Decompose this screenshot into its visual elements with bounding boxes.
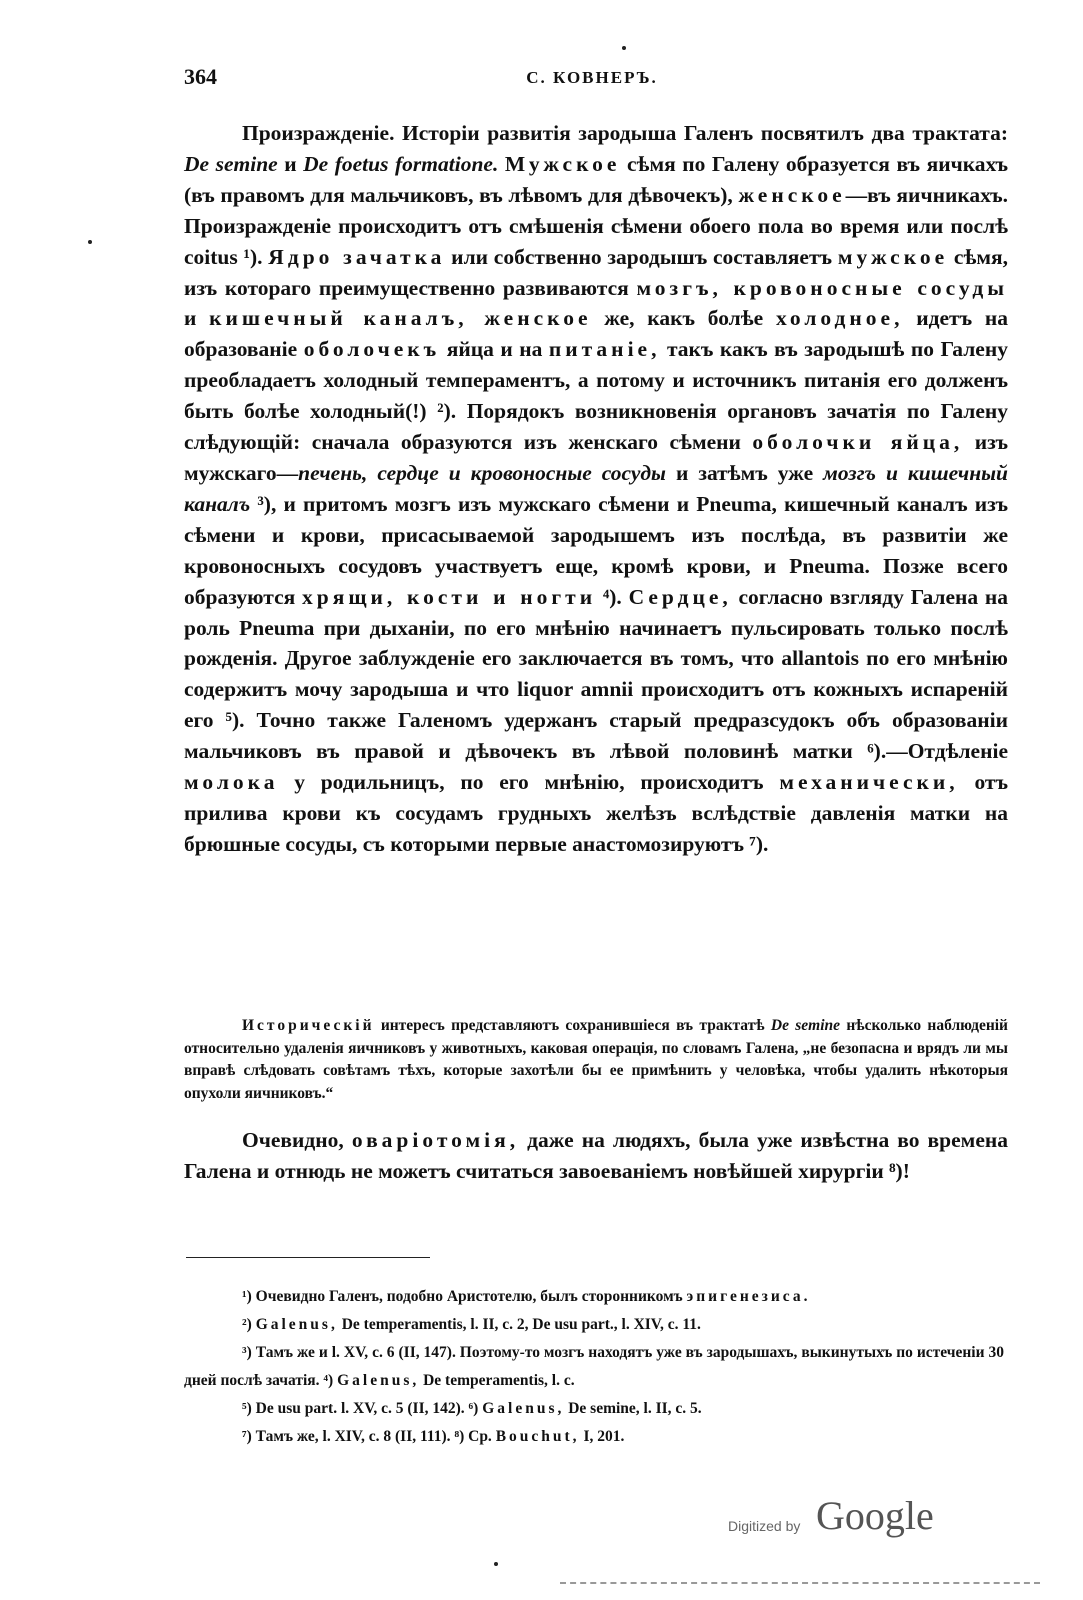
running-head: С. КОВНЕРЪ. (526, 68, 658, 87)
text-run: —въ яичникахъ. Произражденіе происходитъ отъ смѣшенія сѣмени обоего пола во время или послѣ coitus ¹). (184, 182, 1009, 269)
text-run: ⁸) Ср. (454, 1428, 496, 1445)
scan-speck (88, 240, 92, 244)
text-run: такъ какъ въ зародышѣ по Галену преобладаетъ холодный темпераментъ, а потому и источникъ питанія его долженъ быть болѣе холодный(!) ²). Порядокъ возникновенія органовъ зачатія по Галену слѣдующій: сначала образуются изъ женскаго сѣмени (184, 337, 1008, 455)
treatise-title: De semine (770, 1017, 841, 1034)
footnotes (184, 1283, 1004, 1451)
text-run: De temperamentis, l. c. (419, 1372, 575, 1389)
spaced-term: питаніе, (548, 337, 661, 362)
page-number: 364 (184, 64, 217, 89)
text-run: нѣсколько наблюденій относительно удаленія яичниковъ у животныхъ, каковая операція, по словамъ Галена, „не безопасна и врядъ ли мы вправѣ слѣдовать совѣтамъ тѣхъ, которые захотѣли бы ее примѣнить у человѣка, чтобы удалить нѣкоторыя опухоли яичниковъ.“ (184, 1017, 1008, 1102)
main-text (184, 118, 1008, 860)
text-run: ⁵) De usu part. l. XV, c. 5 (II, 142). (242, 1400, 469, 1417)
spaced-term: Ядро зачатка (268, 244, 446, 269)
spaced-term: женское (738, 182, 846, 207)
text-run: изъ мужскаго— (184, 430, 1008, 485)
page-header (184, 64, 1000, 94)
treatise-title: De semine (184, 151, 278, 176)
text-run: ²) (242, 1316, 256, 1333)
text-run: ⁴) (323, 1372, 338, 1389)
treatise-title: De foetus formatione. (303, 151, 499, 176)
spaced-term: мужское (837, 244, 949, 269)
text-run: отъ прилива крови къ сосудамъ грудныхъ желѣзъ вслѣдствіе давленія матки на брюшные сосуды, съ которыми первые анастомозируютъ ⁷). (184, 770, 1009, 856)
text-run: De temperamentis, l. II, c. 2, De usu part., l. XIV, c. 11. (337, 1316, 701, 1333)
google-logo: Google (816, 1493, 934, 1538)
footnote-5-6 (184, 1395, 1004, 1423)
text-run: даже на людяхъ, была уже извѣстна во времена Галена и отнюдь не можетъ считаться завоеваніемъ новѣйшей хирургіи ⁸)! (184, 1128, 1008, 1183)
author-name: Galenus, (337, 1372, 420, 1389)
text-run: у родильницъ, по его мнѣнію, происходитъ (278, 770, 780, 795)
author-name: Galenus, (255, 1316, 338, 1333)
text-run: ⁶) (468, 1400, 483, 1417)
paragraph-lead-term: Произражденіе. (242, 121, 395, 145)
scan-edge-artifact (560, 1582, 1040, 1590)
spaced-term: молока (184, 770, 279, 795)
text-run: ⁴). (596, 584, 629, 609)
text-run: яйца и на (440, 337, 549, 362)
spaced-term: холодное, (775, 306, 904, 331)
spaced-term: оболочекъ (303, 337, 441, 362)
paragraph-historical-interest (184, 1015, 1008, 1105)
footnote-7-8 (184, 1423, 1004, 1451)
spaced-term: хрящи, кости и ногти (302, 584, 597, 609)
text-run: идетъ на образованіе (184, 306, 1008, 362)
spaced-term: кишечный каналъ, женское (209, 306, 592, 331)
spaced-term: Мужское (504, 151, 621, 176)
text-run: согласно взгляду Галена на роль Pneuma при дыханіи, по его мнѣнію начинаетъ пульсировать только послѣ рожденія. Другое заблужденіе его заключается въ томъ, что allantois по его мнѣнію содержитъ мочу зародыша и что liquor amnii происходитъ отъ кожныхъ испареній его ⁵). Точно также Галеномъ удержанъ старый предразсудокъ объ образованіи мальчиковъ въ правой и дѣвочекъ въ лѣвой половинѣ матки ⁶).—Отдѣленіе (184, 584, 1009, 764)
text-run: и (184, 306, 210, 331)
text-run: сѣмя, изъ котораго преимущественно развиваются (184, 244, 1008, 300)
spaced-term: механически, (779, 770, 959, 795)
italic-term: печень, сердце и кровоносные сосуды (298, 460, 666, 485)
scan-speck (622, 46, 626, 50)
text-run: ⁷) Тамъ же, l. XIV, c. 8 (II, 111). (242, 1428, 455, 1445)
spaced-term: оваріотомія, (351, 1128, 520, 1152)
paragraph-ovariotomy (184, 1125, 1008, 1187)
text-run: Исторіи развитія зародыша Галенъ посвятилъ два трактата: (394, 121, 1008, 145)
footnote-3-4 (184, 1339, 1004, 1395)
text-run: интересъ представляютъ сохранившіеся въ трактатѣ (374, 1017, 771, 1034)
footnote-divider (186, 1257, 430, 1258)
text-run: ³), и притомъ мозгъ изъ мужскаго сѣмени и Pneuma, кишечный каналъ изъ сѣмени и крови, присасываемой зародышемъ изъ послѣда, въ развитіи же кровоносныхъ сосудовъ участвуетъ еще, кромѣ крови, и Pneuma. Позже всего образуются (184, 491, 1008, 609)
text-run: Очевидно, (242, 1128, 352, 1152)
text-run: и (277, 151, 304, 176)
text-run: I, 201. (579, 1428, 625, 1445)
footnote-2 (184, 1311, 1004, 1339)
spaced-term: мозгъ, кровоносные сосуды (636, 275, 1008, 300)
digitized-by-google-watermark (728, 1492, 958, 1542)
text-run: ³) Тамъ же и l. XV, c. 6 (II, 147). Поэтому-то мозгъ находятъ уже въ зародышахъ, выкинутыхъ по истеченіи 30 дней послѣ зачатія. (184, 1344, 1004, 1389)
spaced-term: эпигенезиса. (686, 1288, 811, 1305)
footnote-1 (184, 1283, 1004, 1311)
text-run: ¹) Очевидно Галенъ, подобно Аристотелю, былъ сторонникомъ (242, 1288, 687, 1305)
text-run: сѣмя по Галену образуется въ яичкахъ (въ правомъ для мальчиковъ, въ лѣвомъ для дѣвочекъ), (184, 151, 1008, 207)
watermark-digitized-label: Digitized by (728, 1518, 801, 1534)
text-run: и затѣмъ уже (665, 460, 824, 485)
author-name: Bouchut, (495, 1428, 580, 1445)
text-run: De semine, l. II, c. 5. (564, 1400, 702, 1417)
paragraph-conception (184, 118, 1008, 860)
italic-term: мозгъ и кишечный каналъ (184, 460, 1008, 516)
scan-speck (494, 1562, 498, 1566)
text-run: же, какъ болѣе (591, 306, 776, 331)
spaced-term: Сердце, (628, 584, 732, 609)
spaced-term: оболочки яйца, (752, 430, 964, 455)
author-name: Galenus, (482, 1400, 565, 1417)
spaced-term: Историческій (242, 1017, 375, 1034)
text-run: или собственно зародышъ составляетъ (445, 244, 838, 269)
